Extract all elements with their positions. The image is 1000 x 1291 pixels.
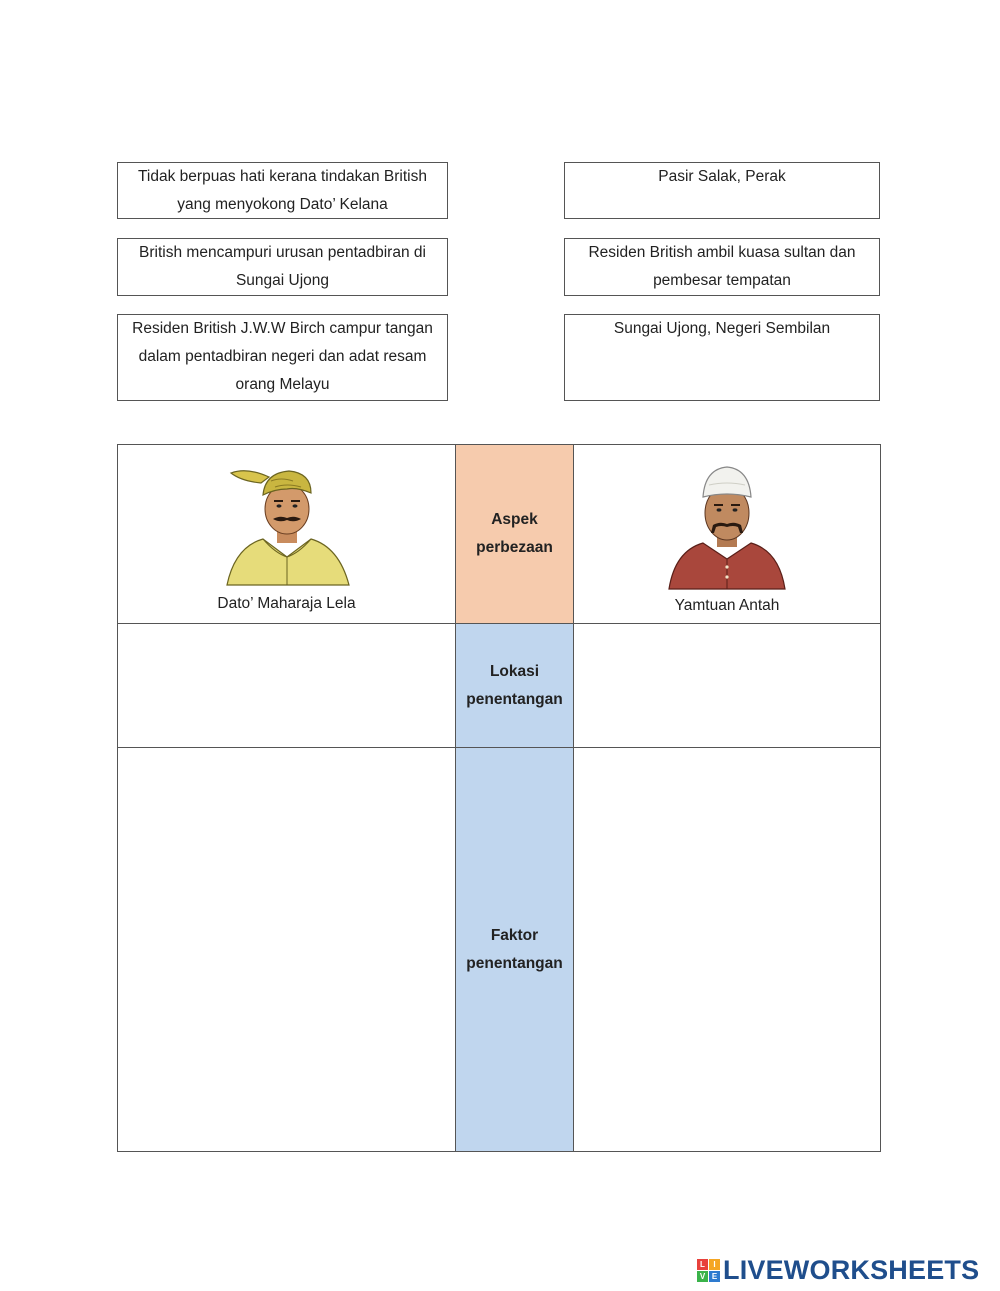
logo-letter-i: I	[709, 1259, 720, 1270]
answer-card-text: British mencampuri urusan pentadbiran di Sungai Ujong	[139, 244, 426, 289]
aspect-lokasi-header: Lokasi penentangan	[456, 624, 574, 748]
left-figure-name: Dato’ Maharaja Lela	[217, 595, 356, 612]
answer-card-3[interactable]	[117, 238, 448, 296]
answer-card-6[interactable]	[564, 314, 880, 401]
drop-zone-right-faktor[interactable]	[574, 748, 881, 1152]
answer-card-text: Residen British ambil kuasa sultan dan pembesar tempatan	[588, 244, 856, 289]
aspect-faktor-header: Faktor penentangan	[456, 748, 574, 1152]
answer-card-2[interactable]	[564, 162, 880, 219]
answer-card-text: Tidak berpuas hati kerana tindakan British yang menyokong Dato’ Kelana	[138, 168, 427, 213]
right-figure-name: Yamtuan Antah	[674, 597, 780, 614]
liveworksheets-logo-text: LIVEWORKSHEETS	[723, 1254, 980, 1285]
malay-chief-portrait-icon	[217, 461, 357, 587]
liveworksheets-logo	[697, 1252, 979, 1288]
drop-zone-left-faktor[interactable]	[118, 748, 456, 1152]
comparison-table	[117, 444, 881, 1152]
drop-zone-left-lokasi[interactable]	[118, 624, 456, 748]
answer-card-text: Residen British J.W.W Birch campur tangan dalam pentadbiran negeri dan adat resam orang Melayu	[132, 320, 433, 393]
logo-letter-e: E	[709, 1271, 720, 1282]
aspect-perbezaan-header: Aspek perbezaan	[456, 445, 574, 624]
malay-ruler-portrait-icon	[665, 461, 789, 591]
answer-card-5[interactable]	[117, 314, 448, 401]
answer-card-1[interactable]	[117, 162, 448, 219]
right-figure-cell	[574, 445, 881, 624]
answer-card-text: Sungai Ujong, Negeri Sembilan	[613, 320, 831, 337]
logo-letter-l: L	[697, 1259, 708, 1270]
liveworksheets-logo-mark	[697, 1259, 720, 1282]
drop-zone-right-lokasi[interactable]	[574, 624, 881, 748]
answer-card-text: Pasir Salak, Perak	[658, 168, 786, 185]
logo-letter-v: V	[697, 1271, 708, 1282]
left-figure-cell	[118, 445, 456, 624]
answer-card-4[interactable]	[564, 238, 880, 296]
